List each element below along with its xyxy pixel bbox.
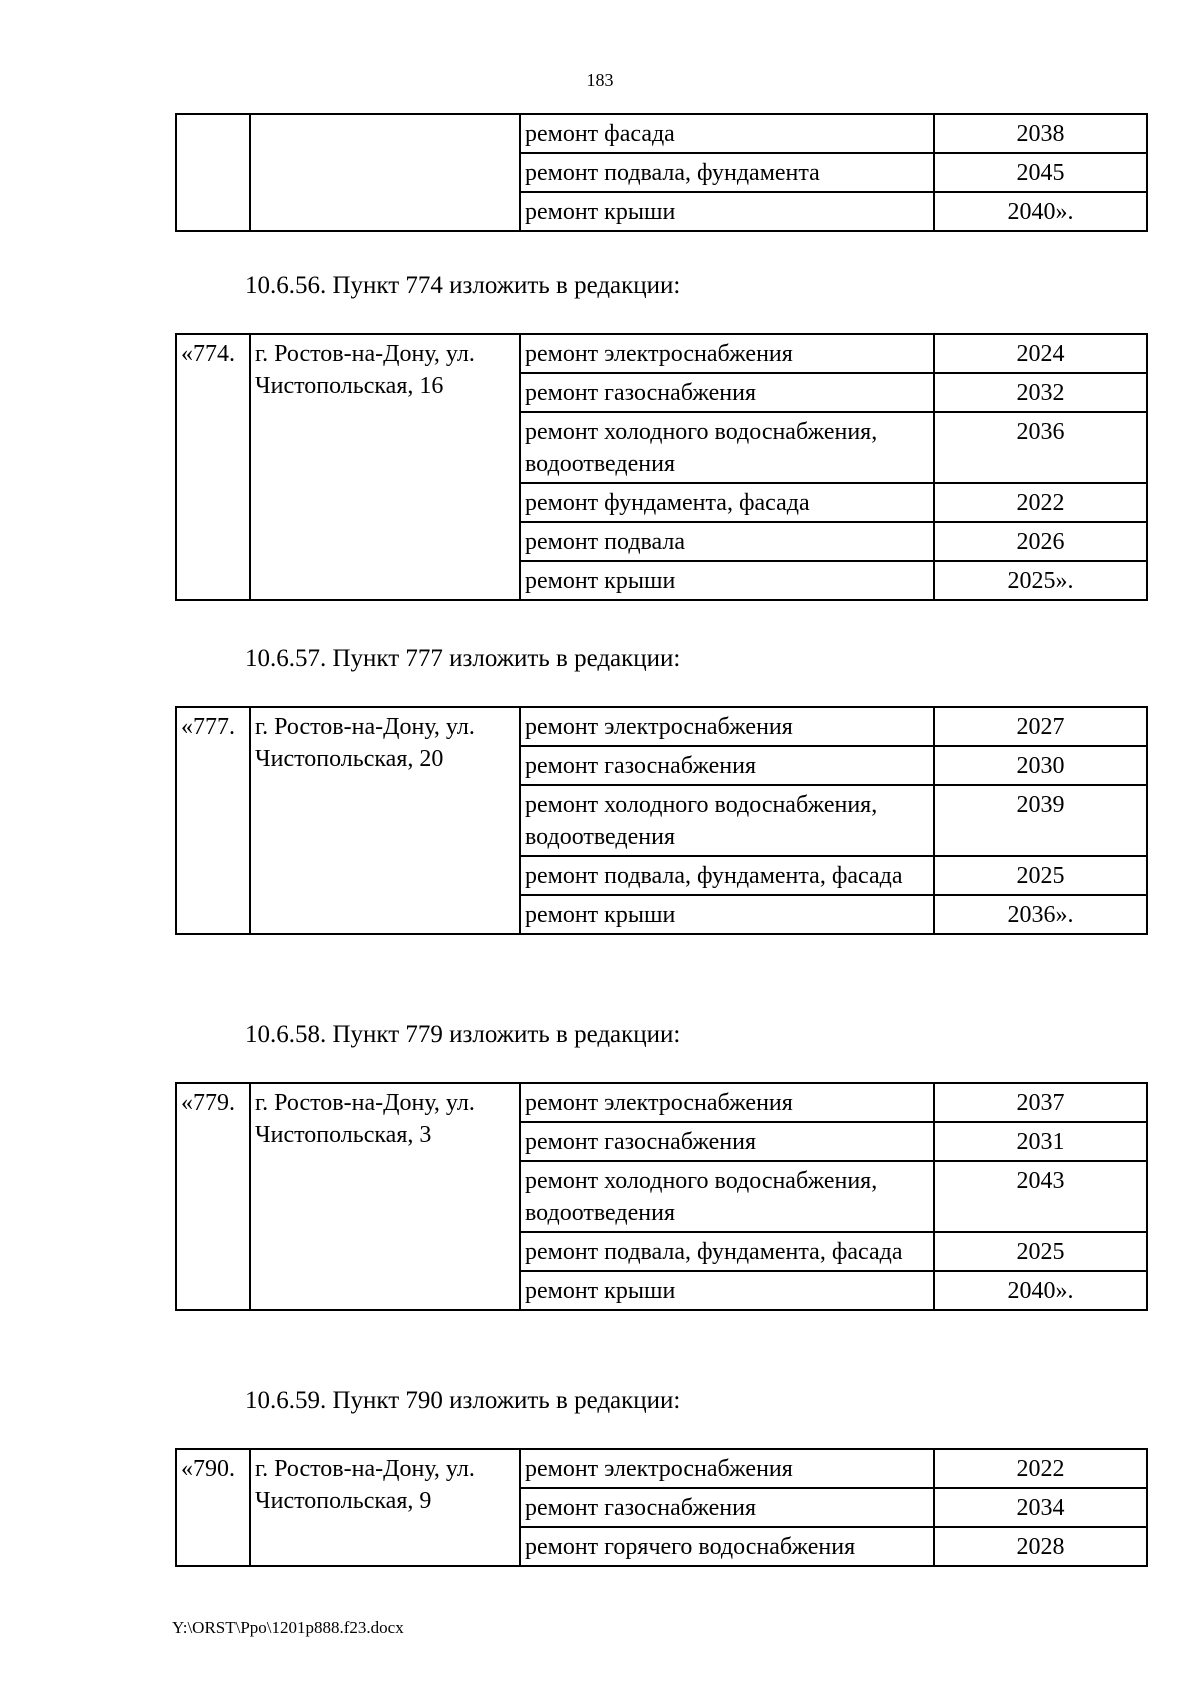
section-heading: 10.6.56. Пункт 774 изложить в редакции: xyxy=(245,272,681,299)
work-cell: ремонт холодного водоснабжения, водоотведения xyxy=(520,1161,934,1232)
section-heading: 10.6.57. Пункт 777 изложить в редакции: xyxy=(245,645,681,672)
year-cell: 2025». xyxy=(934,561,1147,600)
section-heading: 10.6.58. Пункт 779 изложить в редакции: xyxy=(245,1021,681,1048)
year-cell: 2039 xyxy=(934,785,1147,856)
year-cell: 2022 xyxy=(934,483,1147,522)
year-cell: 2024 xyxy=(934,334,1147,373)
year-cell: 2022 xyxy=(934,1449,1147,1488)
year-cell: 2043 xyxy=(934,1161,1147,1232)
year-cell: 2040». xyxy=(934,192,1147,231)
work-cell: ремонт газоснабжения xyxy=(520,373,934,412)
address-cell: г. Ростов-на-Дону, ул. Чистопольская, 16 xyxy=(250,334,520,600)
work-cell: ремонт газоснабжения xyxy=(520,746,934,785)
year-cell: 2034 xyxy=(934,1488,1147,1527)
year-cell: 2040». xyxy=(934,1271,1147,1310)
year-cell: 2028 xyxy=(934,1527,1147,1566)
work-cell: ремонт подвала, фундамента, фасада xyxy=(520,1232,934,1271)
address-cell: г. Ростов-на-Дону, ул. Чистопольская, 9 xyxy=(250,1449,520,1566)
table-row xyxy=(176,707,1147,746)
work-cell: ремонт подвала xyxy=(520,522,934,561)
year-cell: 2032 xyxy=(934,373,1147,412)
work-cell: ремонт холодного водоснабжения, водоотведения xyxy=(520,412,934,483)
continuation-table xyxy=(175,113,1148,232)
work-cell: ремонт электроснабжения xyxy=(520,1449,934,1488)
year-cell: 2025 xyxy=(934,856,1147,895)
work-cell: ремонт холодного водоснабжения, водоотведения xyxy=(520,785,934,856)
address-cell: г. Ростов-на-Дону, ул. Чистопольская, 3 xyxy=(250,1083,520,1310)
work-cell: ремонт горячего водоснабжения xyxy=(520,1527,934,1566)
work-cell: ремонт фасада xyxy=(520,114,934,153)
file-path-footer: Y:\ORST\Ppo\1201p888.f23.docx xyxy=(172,1618,404,1637)
number-cell: «774. xyxy=(176,334,250,600)
item-table-790 xyxy=(175,1448,1148,1567)
table-row xyxy=(176,114,1147,153)
number-cell: «779. xyxy=(176,1083,250,1310)
work-cell: ремонт крыши xyxy=(520,1271,934,1310)
year-cell: 2031 xyxy=(934,1122,1147,1161)
work-cell: ремонт фундамента, фасада xyxy=(520,483,934,522)
year-cell: 2026 xyxy=(934,522,1147,561)
table-row xyxy=(176,1083,1147,1122)
item-table-777 xyxy=(175,706,1148,935)
section-heading: 10.6.59. Пункт 790 изложить в редакции: xyxy=(245,1387,681,1414)
year-cell: 2038 xyxy=(934,114,1147,153)
work-cell: ремонт подвала, фундамента, фасада xyxy=(520,856,934,895)
work-cell: ремонт газоснабжения xyxy=(520,1488,934,1527)
item-table-779 xyxy=(175,1082,1148,1311)
number-cell: «777. xyxy=(176,707,250,934)
work-cell: ремонт электроснабжения xyxy=(520,707,934,746)
page-number: 183 xyxy=(586,70,614,90)
year-cell: 2030 xyxy=(934,746,1147,785)
year-cell: 2045 xyxy=(934,153,1147,192)
year-cell: 2036 xyxy=(934,412,1147,483)
year-cell: 2037 xyxy=(934,1083,1147,1122)
table-row xyxy=(176,1449,1147,1488)
work-cell: ремонт электроснабжения xyxy=(520,334,934,373)
work-cell: ремонт подвала, фундамента xyxy=(520,153,934,192)
work-cell: ремонт электроснабжения xyxy=(520,1083,934,1122)
work-cell: ремонт крыши xyxy=(520,561,934,600)
address-cell xyxy=(250,114,520,231)
table-row xyxy=(176,334,1147,373)
work-cell: ремонт газоснабжения xyxy=(520,1122,934,1161)
year-cell: 2036». xyxy=(934,895,1147,934)
work-cell: ремонт крыши xyxy=(520,895,934,934)
item-table-774 xyxy=(175,333,1148,601)
year-cell: 2027 xyxy=(934,707,1147,746)
work-cell: ремонт крыши xyxy=(520,192,934,231)
year-cell: 2025 xyxy=(934,1232,1147,1271)
address-cell: г. Ростов-на-Дону, ул. Чистопольская, 20 xyxy=(250,707,520,934)
number-cell: «790. xyxy=(176,1449,250,1566)
number-cell xyxy=(176,114,250,231)
